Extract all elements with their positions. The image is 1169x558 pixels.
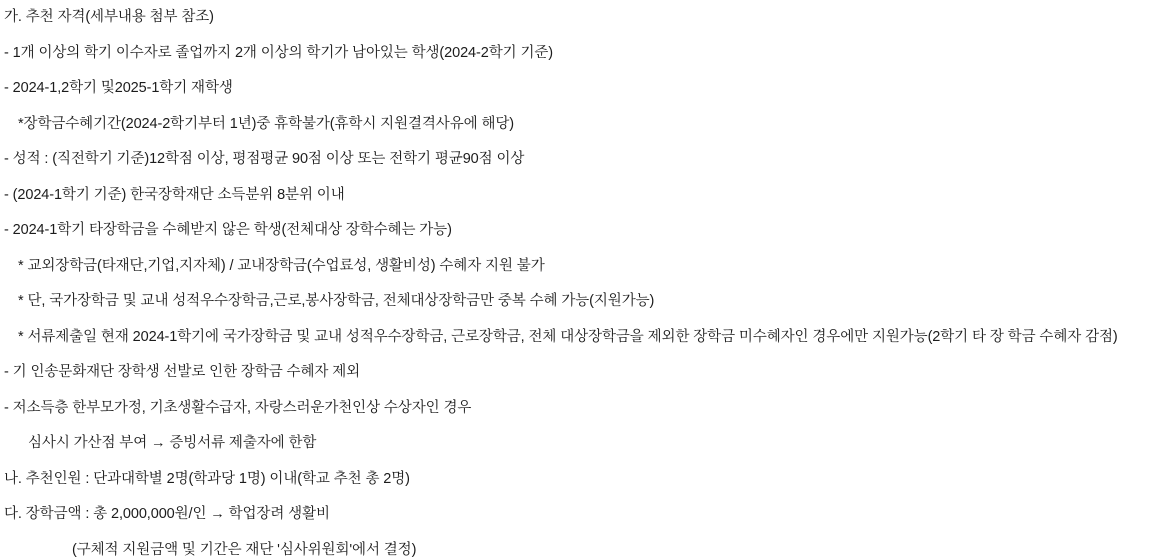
document-line: *장학금수혜기간(2024-2학기부터 1년)중 휴학불가(휴학시 지원결격사유에 해당) [18,115,514,132]
document-line: - 성적 : (직전학기 기준)12학점 이상, 평점평균 90점 이상 또는 전학기 평균90점 이상 [4,151,525,167]
document-line: - 저소득층 한부모가정, 기초생활수급자, 자랑스러운가천인상 수상자인 경우 [4,399,472,416]
document-line: * 서류제출일 현재 2024-1학기에 국가장학금 및 교내 성적우수장학금, 근로장학금, 전체 대상장학금을 제외한 장학금 미수혜자인 경우에만 지원가능(2학기 타 장 학금 수혜자 감점) [18,328,1118,345]
document-line: 심사시 가산점 부여 → 증빙서류 제출자에 한함 [28,435,317,451]
document-line: * 단, 국가장학금 및 교내 성적우수장학금,근로,봉사장학금, 전체대상장학금만 중복 수혜 가능(지원가능) [18,293,655,309]
document-line: - 2024-1,2학기 및2025-1학기 재학생 [4,80,233,96]
document-line: 가. 추천 자격(세부내용 첨부 참조) [4,9,214,25]
document-line: * 교외장학금(타재단,기업,지자체) / 교내장학금(수업료성, 생활비성) 수혜자 지원 불가 [18,257,545,274]
document-line: - 1개 이상의 학기 이수자로 졸업까지 2개 이상의 학기가 남아있는 학생(2024-2학기 기준) [4,44,553,61]
document-line: - (2024-1학기 기준) 한국장학재단 소득분위 8분위 이내 [4,186,345,203]
document-line: - 2024-1학기 타장학금을 수혜받지 않은 학생(전체대상 장학수혜는 가능) [4,222,452,238]
document-line: - 기 인송문화재단 장학생 선발로 인한 장학금 수혜자 제외 [4,364,361,380]
document-line: 다. 장학금액 : 총 2,000,000원/인 → 학업장려 생활비 [4,506,330,522]
document-line: (구체적 지원금액 및 기간은 재단 '심사위원회'에서 결정) [72,541,417,558]
document-line: 나. 추천인원 : 단과대학별 2명(학과당 1명) 이내(학교 추천 총 2명) [4,470,410,487]
